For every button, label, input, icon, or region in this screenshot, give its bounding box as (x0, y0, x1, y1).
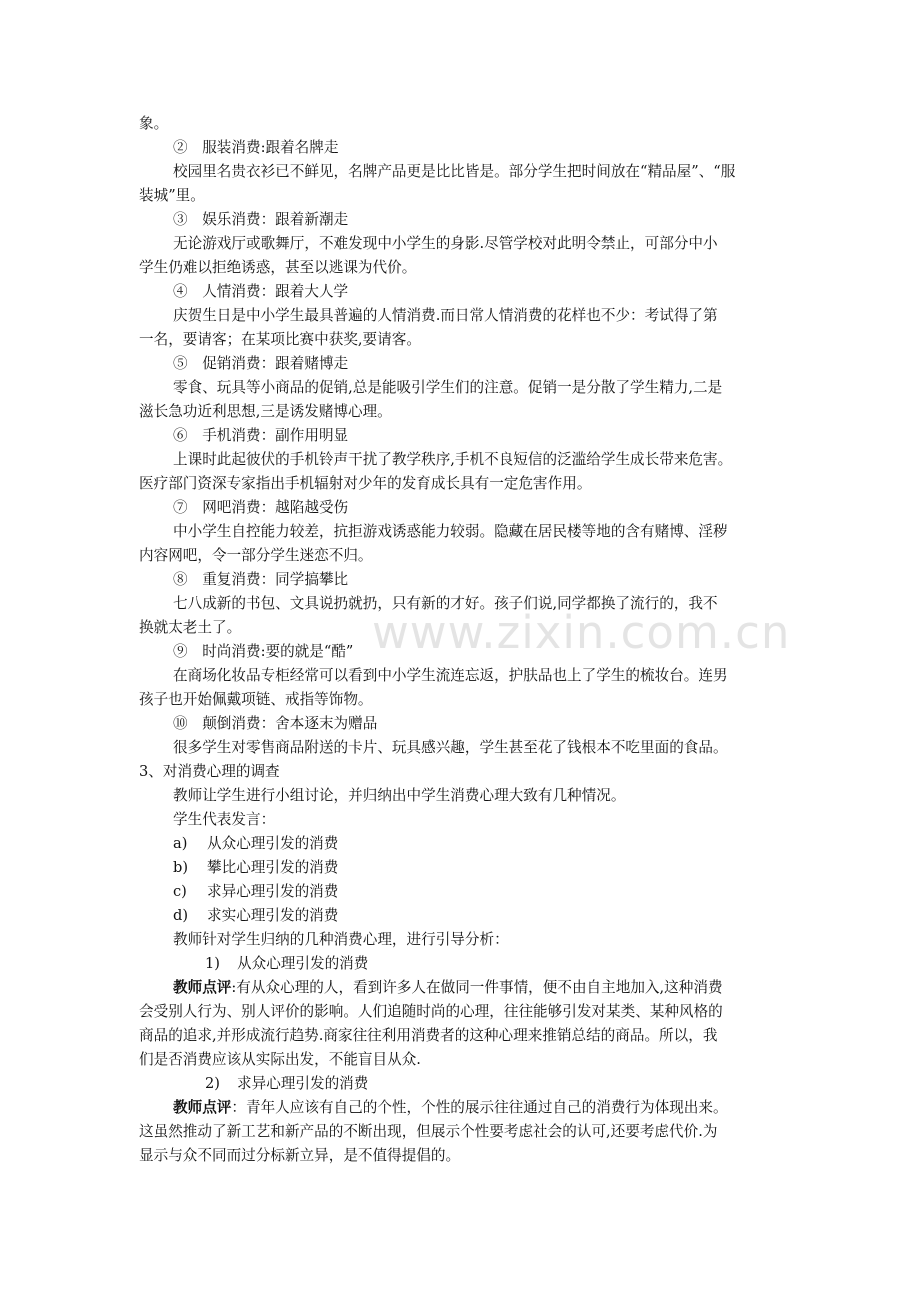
subheading-title: 从众心理引发的消费 (237, 955, 369, 972)
text-line: 上课时此起彼伏的手机铃声干扰了教学秩序,手机不良短信的泛滥给学生成长带来危害。 (173, 451, 733, 468)
list-marker: a) (173, 835, 188, 852)
text-line: 教师让学生进行小组讨论，并归纳出中学生消费心理大致有几种情况。 (173, 787, 626, 804)
text-line: 中小学生自控能力较差，抗拒游戏诱惑能力较弱。隐藏在居民楼等地的含有赌博、淫秽 (173, 523, 728, 540)
text-line: 这虽然推动了新工艺和新产品的不断出现，但展示个性要考虑社会的认可,还要考虑代价.为 (139, 1123, 718, 1140)
list-item-text: 攀比心理引发的消费 (207, 859, 339, 876)
list-marker: c) (173, 883, 187, 900)
text-line: 显示与众不同而过分标新立异，是不值得提倡的。 (139, 1147, 461, 1164)
list-marker: d) (173, 907, 189, 924)
section-heading-consumer-psychology: 3、对消费心理的调查 (139, 763, 280, 780)
text-line: 换就太老土了。 (139, 619, 242, 636)
teacher-comment-label: 教师点评 (173, 979, 232, 996)
text-line: 内容网吧，令一部分学生迷恋不归。 (139, 547, 373, 564)
text-line: 学生代表发言： (173, 811, 276, 828)
teacher-comment-text: ：青年人应该有自己的个性，个性的展示往往通过自己的消费行为体现出来。 (231, 1099, 728, 1116)
text-line: 滋长急功近利思想,三是诱发赌博心理。 (139, 403, 392, 420)
heading-fashion-consumption: ⑨ 时尚消费:要的就是“酷” (173, 643, 354, 660)
text-line: 象。 (139, 115, 169, 132)
subheading-title: 求异心理引发的消费 (237, 1075, 369, 1092)
text-line: 一名，要请客；在某项比赛中获奖,要请客。 (139, 331, 421, 348)
text-line: 庆贺生日是中小学生最具普遍的人情消费.而日常人情消费的花样也不少：考试得了第 (173, 307, 718, 324)
text-line: 在商场化妆品专柜经常可以看到中小学生流连忘返，护肤品也上了学生的梳妆台。连男 (173, 667, 728, 684)
text-line: 校园里名贵衣衫已不鲜见，名牌产品更是比比皆是。部分学生把时间放在“精品屋”、“服 (173, 163, 736, 180)
subheading-uniqueness (205, 1072, 865, 1096)
subheading-conformity (205, 952, 865, 976)
teacher-comment-line (173, 976, 833, 1000)
text-line: 装城”里。 (139, 187, 205, 204)
heading-clothing-consumption: ② 服装消费:跟着名牌走 (173, 139, 339, 156)
list-item-text: 从众心理引发的消费 (207, 835, 339, 852)
teacher-comment-line (173, 1096, 833, 1120)
teacher-comment-label: 教师点评 (173, 1099, 232, 1116)
heading-social-consumption: ④ 人情消费：跟着大人学 (173, 283, 349, 300)
text-line: 们是否消费应该从实际出发，不能盲目从众. (139, 1051, 421, 1068)
text-line: 教师针对学生归纳的几种消费心理，进行引导分析： (173, 931, 509, 948)
list-item (173, 880, 833, 904)
text-line: 商品的追求,并形成流行趋势.商家往往利用消费者的这种心理来推销总结的商品。所以，我 (139, 1027, 718, 1044)
text-line: 零食、玩具等小商品的促销,总是能吸引学生们的注意。促销一是分散了学生精力,二是 (173, 379, 723, 396)
heading-entertainment-consumption: ③ 娱乐消费：跟着新潮走 (173, 211, 349, 228)
heading-phone-consumption: ⑥ 手机消费：副作用明显 (173, 427, 349, 444)
text-line: 很多学生对零售商品附送的卡片、玩具感兴趣，学生甚至花了钱根本不吃里面的食品。 (173, 739, 728, 756)
list-item-text: 求实心理引发的消费 (207, 907, 339, 924)
list-marker: b) (173, 859, 189, 876)
subheading-number: 1) (205, 955, 220, 972)
heading-inverted-consumption: ⑩ 颠倒消费：舍本逐末为赠品 (173, 715, 378, 732)
text-line: 学生仍难以拒绝诱惑，甚至以逃课为代价。 (139, 259, 417, 276)
list-item (173, 832, 833, 856)
subheading-number: 2) (205, 1075, 220, 1092)
text-line: 会受别人行为、别人评价的影响。人们追随时尚的心理，往往能够引发对某类、某种风格的 (139, 1003, 723, 1020)
heading-promotion-consumption: ⑤ 促销消费：跟着赌博走 (173, 355, 349, 372)
text-line: 医疗部门资深专家指出手机辐射对少年的发育成长具有一定危害作用。 (139, 475, 592, 492)
list-item (173, 856, 833, 880)
heading-internet-cafe-consumption: ⑦ 网吧消费：越陷越受伤 (173, 499, 349, 516)
heading-repeat-consumption: ⑧ 重复消费：同学搞攀比 (173, 571, 349, 588)
text-line: 七八成新的书包、文具说扔就扔，只有新的才好。孩子们说,同学都换了流行的，我不 (173, 595, 718, 612)
list-item (173, 904, 833, 928)
text-line: 无论游戏厅或歌舞厅，不难发现中小学生的身影.尽管学校对此明令禁止，可部分中小 (173, 235, 718, 252)
watermark: www.zixin.com.cn (372, 606, 791, 659)
teacher-comment-text: :有从众心理的人，看到许多人在做同一件事情，便不由自主地加入,这种消费 (231, 979, 723, 996)
text-line: 孩子也开始佩戴项链、戒指等饰物。 (139, 691, 373, 708)
list-item-text: 求异心理引发的消费 (207, 883, 339, 900)
